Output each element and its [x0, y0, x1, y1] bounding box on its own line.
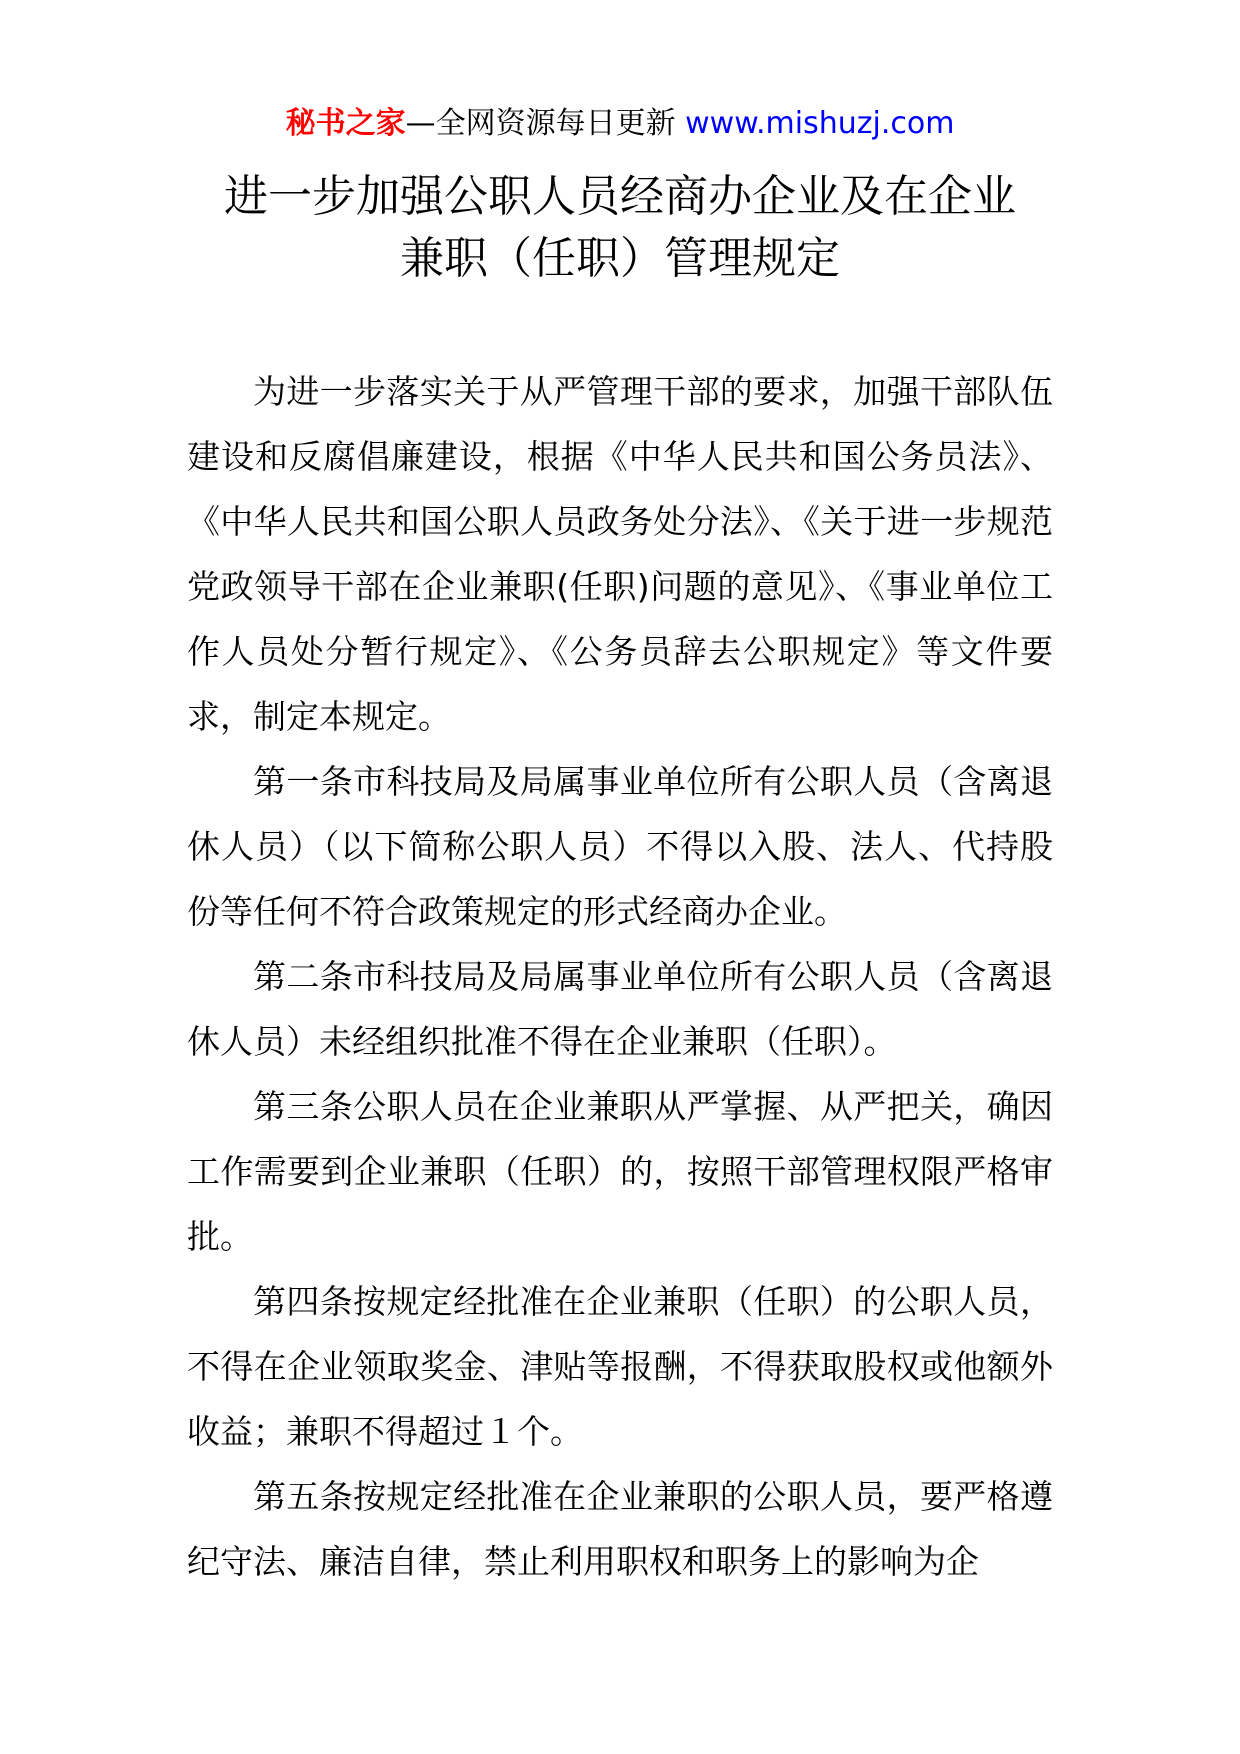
- article-5-paragraph: 第五条按规定经批准在企业兼职的公职人员，要严格遵纪守法、廉洁自律，禁止利用职权和职务上的影响为企: [187, 1477, 1053, 1581]
- site-brand: 秘书之家: [285, 106, 406, 141]
- site-url-link[interactable]: www.mishuzj.com: [685, 106, 955, 141]
- article-4-paragraph: 第四条按规定经批准在企业兼职（任职）的公职人员，不得在企业领取奖金、津贴等报酬，不得获取股权或他额外收益；兼职不得超过１个。: [187, 1282, 1053, 1451]
- site-slogan: —全网资源每日更新: [405, 106, 676, 141]
- document-body: [187, 359, 1053, 1594]
- document-title-line-2: 兼职（任职）管理规定: [400, 233, 840, 284]
- site-header: [0, 104, 1240, 144]
- article-3-paragraph: 第三条公职人员在企业兼职从严掌握、从严把关，确因工作需要到企业兼职（任职）的，按照干部管理权限严格审批。: [187, 1087, 1053, 1256]
- document-title: [150, 166, 1090, 290]
- article-1-paragraph: 第一条市科技局及局属事业单位所有公职人员（含离退休人员）（以下简称公职人员）不得以入股、法人、代持股份等任何不符合政策规定的形式经商办企业。: [187, 762, 1053, 931]
- document-title-line-1: 进一步加强公职人员经商办企业及在企业: [224, 171, 1016, 222]
- article-2-paragraph: 第二条市科技局及局属事业单位所有公职人员（含离退休人员）未经组织批准不得在企业兼职（任职）。: [187, 957, 1053, 1061]
- preamble-paragraph: 为进一步落实关于从严管理干部的要求，加强干部队伍建设和反腐倡廉建设，根据《中华人民共和国公务员法》、《中华人民共和国公职人员政务处分法》、《关于进一步规范党政领导干部在企业兼职(任职)问题的意见》、《事业单位工作人员处分暂行规定》、《公务员辞去公职规定》等文件要求，制定本规定。: [187, 372, 1053, 736]
